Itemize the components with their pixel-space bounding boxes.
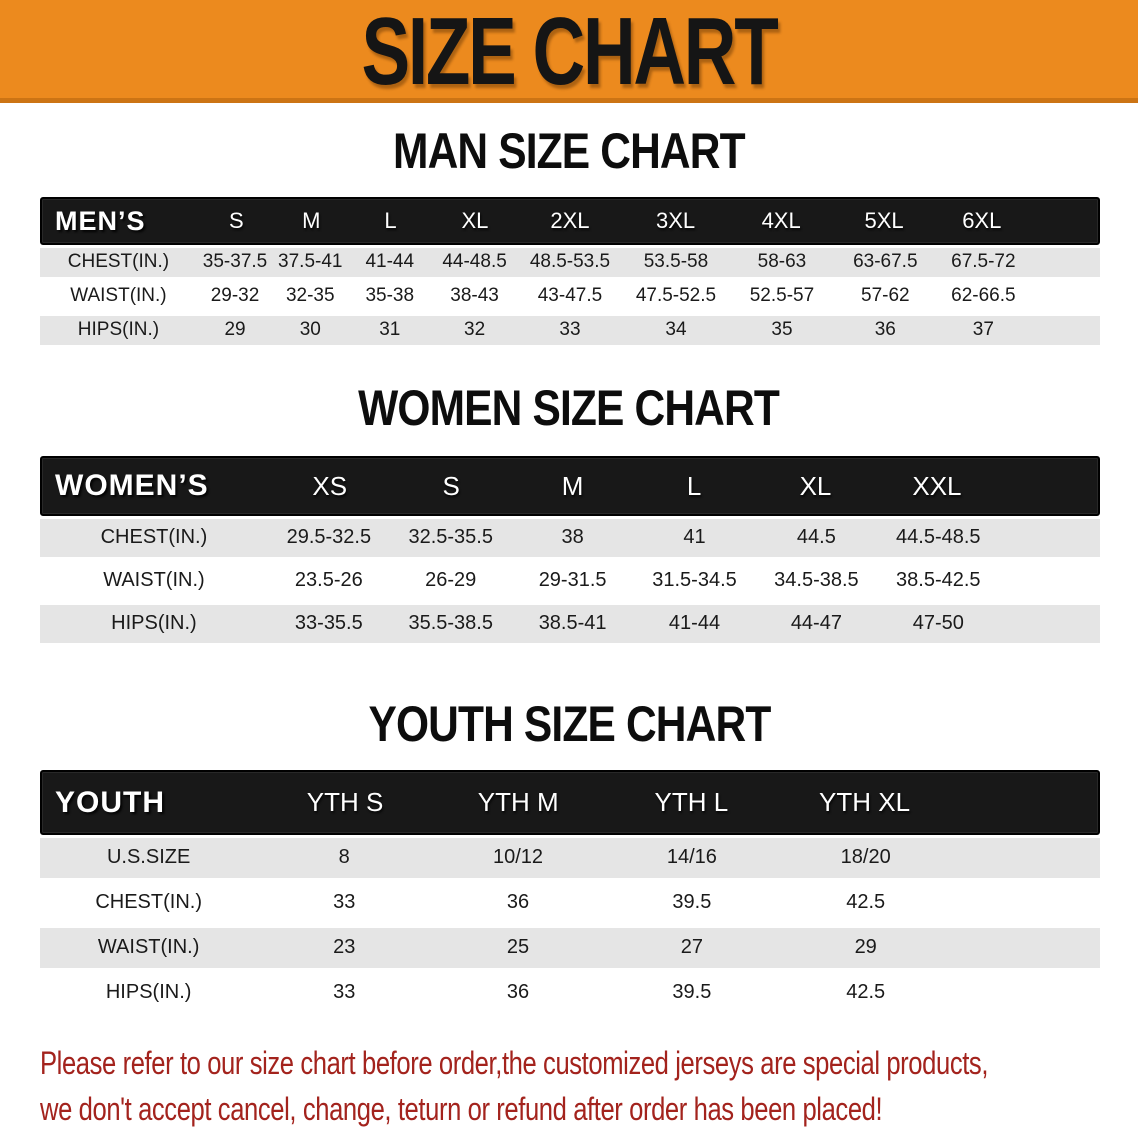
- youth-cell-2-0: 23: [333, 936, 356, 958]
- men-table-header-bar: [40, 197, 1100, 245]
- disclaimer-line-2: we don't accept cancel, change, teturn or refund after order has been placed!: [40, 1091, 883, 1127]
- women-cell-1-2: 29-31.5: [538, 569, 607, 591]
- women-section-heading-text: WOMEN SIZE CHART: [358, 380, 780, 436]
- men-cell-2-0: 29: [224, 319, 246, 340]
- men-size-table: [40, 197, 1100, 347]
- disclaimer-line-1: Please refer to our size chart before order,the customized jerseys are special products,: [40, 1045, 989, 1081]
- men-table-row-2: [40, 313, 1100, 347]
- men-row-label-1: WAIST(IN.): [70, 285, 167, 306]
- youth-cell-3-1: 36: [506, 981, 530, 1003]
- men-cell-0-6: 58-63: [757, 251, 807, 272]
- men-cell-0-2: 41-44: [365, 251, 415, 272]
- men-cell-0-5: 53.5-58: [643, 251, 709, 272]
- men-cell-0-0: 35-37.5: [202, 251, 268, 272]
- men-cell-2-5: 34: [665, 319, 687, 340]
- men-column-header-7: 5XL: [864, 208, 904, 233]
- men-cell-1-0: 29-32: [210, 285, 260, 306]
- women-column-header-2: M: [561, 470, 584, 501]
- women-column-header-1: S: [442, 470, 460, 501]
- women-column-header-3: L: [686, 470, 702, 501]
- men-corner-label: MEN’S: [55, 205, 146, 236]
- youth-section-heading: [0, 698, 1138, 750]
- women-table-row-2: [40, 602, 1100, 645]
- banner-title: SIZE CHART: [361, 0, 777, 105]
- men-column-header-4: 2XL: [550, 208, 590, 233]
- men-column-header-1: M: [302, 208, 321, 233]
- women-column-header-5: XXL: [912, 470, 962, 501]
- women-cell-1-0: 23.5-26: [294, 569, 363, 591]
- women-corner-label: WOMEN’S: [55, 469, 209, 502]
- men-cell-2-8: 37: [972, 319, 994, 340]
- men-cell-0-4: 48.5-53.5: [529, 251, 611, 272]
- youth-cell-0-3: 18/20: [840, 846, 891, 868]
- youth-cell-1-1: 36: [506, 891, 530, 913]
- youth-size-section: [0, 698, 1138, 1015]
- men-cell-0-8: 67.5-72: [951, 251, 1016, 272]
- men-column-header-2: L: [384, 208, 397, 233]
- women-size-table: [40, 456, 1100, 645]
- women-cell-2-0: 33-35.5: [294, 612, 363, 634]
- women-cell-0-5: 44.5-48.5: [896, 526, 981, 548]
- men-cell-2-2: 31: [379, 319, 401, 340]
- women-column-header-4: XL: [799, 470, 832, 501]
- men-cell-1-5: 47.5-52.5: [635, 285, 717, 306]
- women-cell-0-3: 41: [683, 526, 706, 548]
- youth-size-table: [40, 770, 1100, 1015]
- women-cell-0-0: 29.5-32.5: [286, 526, 372, 548]
- youth-cell-0-2: 14/16: [666, 846, 717, 868]
- men-section-heading-text: MAN SIZE CHART: [393, 123, 745, 179]
- men-column-header-6: 4XL: [761, 208, 801, 233]
- men-table-row-0: [40, 245, 1100, 279]
- men-cell-1-6: 52.5-57: [749, 285, 815, 306]
- youth-row-label-2: WAIST(IN.): [97, 936, 200, 958]
- women-cell-1-1: 26-29: [425, 569, 477, 591]
- men-cell-2-7: 36: [874, 319, 896, 340]
- youth-cell-0-1: 10/12: [493, 846, 544, 868]
- youth-column-header-3: YTH XL: [819, 787, 911, 817]
- women-cell-2-2: 38.5-41: [538, 612, 607, 634]
- youth-table-row-1: [40, 880, 1100, 925]
- youth-table-header-bar: [40, 770, 1100, 835]
- men-cell-2-6: 35: [771, 319, 793, 340]
- disclaimer: [40, 1040, 1138, 1132]
- men-cell-2-1: 30: [299, 319, 321, 340]
- women-row-label-2: HIPS(IN.): [111, 612, 197, 634]
- women-cell-1-5: 38.5-42.5: [896, 569, 981, 591]
- youth-table-row-3: [40, 970, 1100, 1015]
- men-section-heading: [0, 125, 1138, 177]
- youth-cell-2-1: 25: [506, 936, 530, 958]
- youth-cell-3-0: 33: [333, 981, 356, 1003]
- women-row-label-0: CHEST(IN.): [100, 526, 208, 548]
- women-row-label-1: WAIST(IN.): [103, 569, 205, 591]
- women-column-header-0: XS: [312, 470, 348, 501]
- youth-cell-3-2: 39.5: [672, 981, 712, 1003]
- men-cell-0-7: 63-67.5: [853, 251, 918, 272]
- youth-corner-label: YOUTH: [55, 785, 165, 819]
- women-cell-2-5: 47-50: [912, 612, 964, 634]
- youth-table-row-0: [40, 835, 1100, 880]
- women-cell-0-4: 44.5: [796, 526, 836, 548]
- women-size-section: [0, 382, 1138, 645]
- men-column-header-3: XL: [461, 208, 489, 233]
- youth-table-row-2: [40, 925, 1100, 970]
- men-cell-1-3: 38-43: [450, 285, 499, 306]
- youth-cell-2-2: 27: [680, 936, 703, 958]
- men-row-label-2: HIPS(IN.): [77, 319, 160, 340]
- women-section-heading: [0, 382, 1138, 434]
- men-cell-2-4: 33: [559, 319, 581, 340]
- women-cell-0-2: 38: [561, 526, 584, 548]
- women-cell-1-3: 31.5-34.5: [652, 569, 737, 591]
- men-cell-1-4: 43-47.5: [537, 285, 603, 306]
- women-table-header-bar: [40, 456, 1100, 516]
- women-cell-2-3: 41-44: [668, 612, 721, 634]
- women-cell-1-4: 34.5-38.5: [774, 569, 859, 591]
- youth-cell-2-3: 29: [854, 936, 877, 958]
- women-cell-2-1: 35.5-38.5: [408, 612, 493, 634]
- men-cell-1-2: 35-38: [365, 285, 415, 306]
- youth-cell-1-3: 42.5: [846, 891, 886, 913]
- men-cell-1-8: 62-66.5: [951, 285, 1016, 306]
- men-cell-0-3: 44-48.5: [442, 251, 507, 272]
- men-column-header-8: 6XL: [962, 208, 1002, 233]
- women-cell-0-1: 32.5-35.5: [408, 526, 493, 548]
- youth-cell-0-0: 8: [338, 846, 350, 868]
- men-cell-2-3: 32: [464, 319, 486, 340]
- men-column-header-0: S: [228, 208, 244, 233]
- banner: [0, 0, 1138, 103]
- youth-cell-3-3: 42.5: [846, 981, 886, 1003]
- men-column-header-5: 3XL: [655, 208, 696, 233]
- size-chart-sections: [0, 125, 1138, 1015]
- men-cell-1-7: 57-62: [861, 285, 910, 306]
- youth-cell-1-0: 33: [333, 891, 356, 913]
- youth-section-heading-text: YOUTH SIZE CHART: [368, 696, 770, 752]
- women-table-row-0: [40, 516, 1100, 559]
- youth-cell-1-2: 39.5: [672, 891, 712, 913]
- men-row-label-0: CHEST(IN.): [67, 251, 170, 272]
- men-cell-0-1: 37.5-41: [278, 251, 343, 272]
- youth-row-label-1: CHEST(IN.): [95, 891, 202, 913]
- youth-row-label-0: U.S.SIZE: [106, 846, 191, 868]
- youth-column-header-1: YTH M: [477, 787, 559, 817]
- youth-row-label-3: HIPS(IN.): [105, 981, 192, 1003]
- men-table-row-1: [40, 279, 1100, 313]
- youth-column-header-0: YTH S: [306, 787, 384, 817]
- youth-column-header-2: YTH L: [654, 787, 729, 817]
- women-cell-2-4: 44-47: [790, 612, 842, 634]
- women-table-row-1: [40, 559, 1100, 602]
- men-size-section: [0, 125, 1138, 347]
- men-cell-1-1: 32-35: [285, 285, 335, 306]
